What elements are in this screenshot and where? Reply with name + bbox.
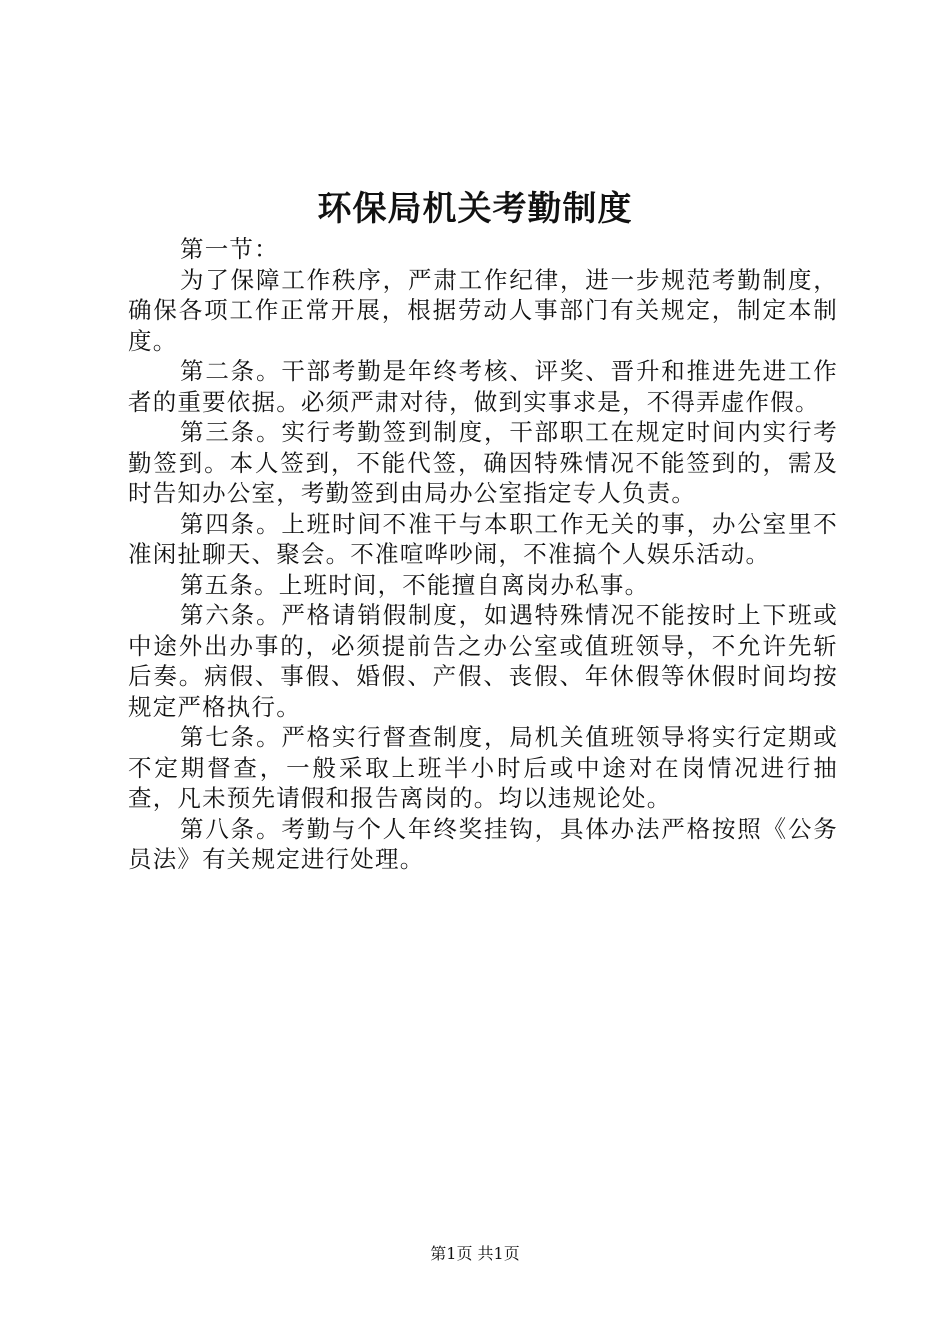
paragraph-article-3: 第三条。实行考勤签到制度，干部职工在规定时间内实行考勤签到。本人签到，不能代签，确因特殊情况不能签到的，需及时告知办公室，考勤签到由局办公室指定专人负责。 — [128, 418, 838, 507]
paragraph-article-5: 第五条。上班时间，不能擅自离岗办私事。 — [180, 570, 650, 599]
paragraph-article-6: 第六条。严格请销假制度，如遇特殊情况不能按时上下班或中途外出办事的，必须提前告之办公室或值班领导，不允许先斩后奏。病假、事假、婚假、产假、丧假、年休假等休假时间均按规定严格执行。 — [128, 601, 838, 721]
section-heading: 第一节： — [180, 235, 279, 263]
document-title: 环保局机关考勤制度 — [317, 189, 633, 229]
paragraph-purpose: 为了保障工作秩序，严肃工作纪律，进一步规范考勤制度，确保各项工作正常开展，根据劳动人事部门有关规定，制定本制度。 — [128, 265, 838, 355]
document-body — [128, 234, 838, 875]
paragraph-article-4: 第四条。上班时间不准干与本职工作无关的事，办公室里不准闲扯聊天、聚会。不准喧哗吵闹，不准搞个人娱乐活动。 — [128, 509, 838, 568]
page-number-footer: 第1页 共1页 — [430, 1244, 520, 1263]
paragraph-article-2: 第二条。干部考勤是年终考核、评奖、晋升和推进先进工作者的重要依据。必须严肃对待，做到实事求是，不得弄虚作假。 — [128, 357, 838, 416]
paragraph-article-8: 第八条。考勤与个人年终奖挂钩，具体办法严格按照《公务员法》有关规定进行处理。 — [128, 814, 838, 873]
paragraph-article-7: 第七条。严格实行督查制度，局机关值班领导将实行定期或不定期督查，一般采取上班半小时后或中途对在岗情况进行抽查，凡未预先请假和报告离岗的。均以违规论处。 — [128, 723, 838, 812]
